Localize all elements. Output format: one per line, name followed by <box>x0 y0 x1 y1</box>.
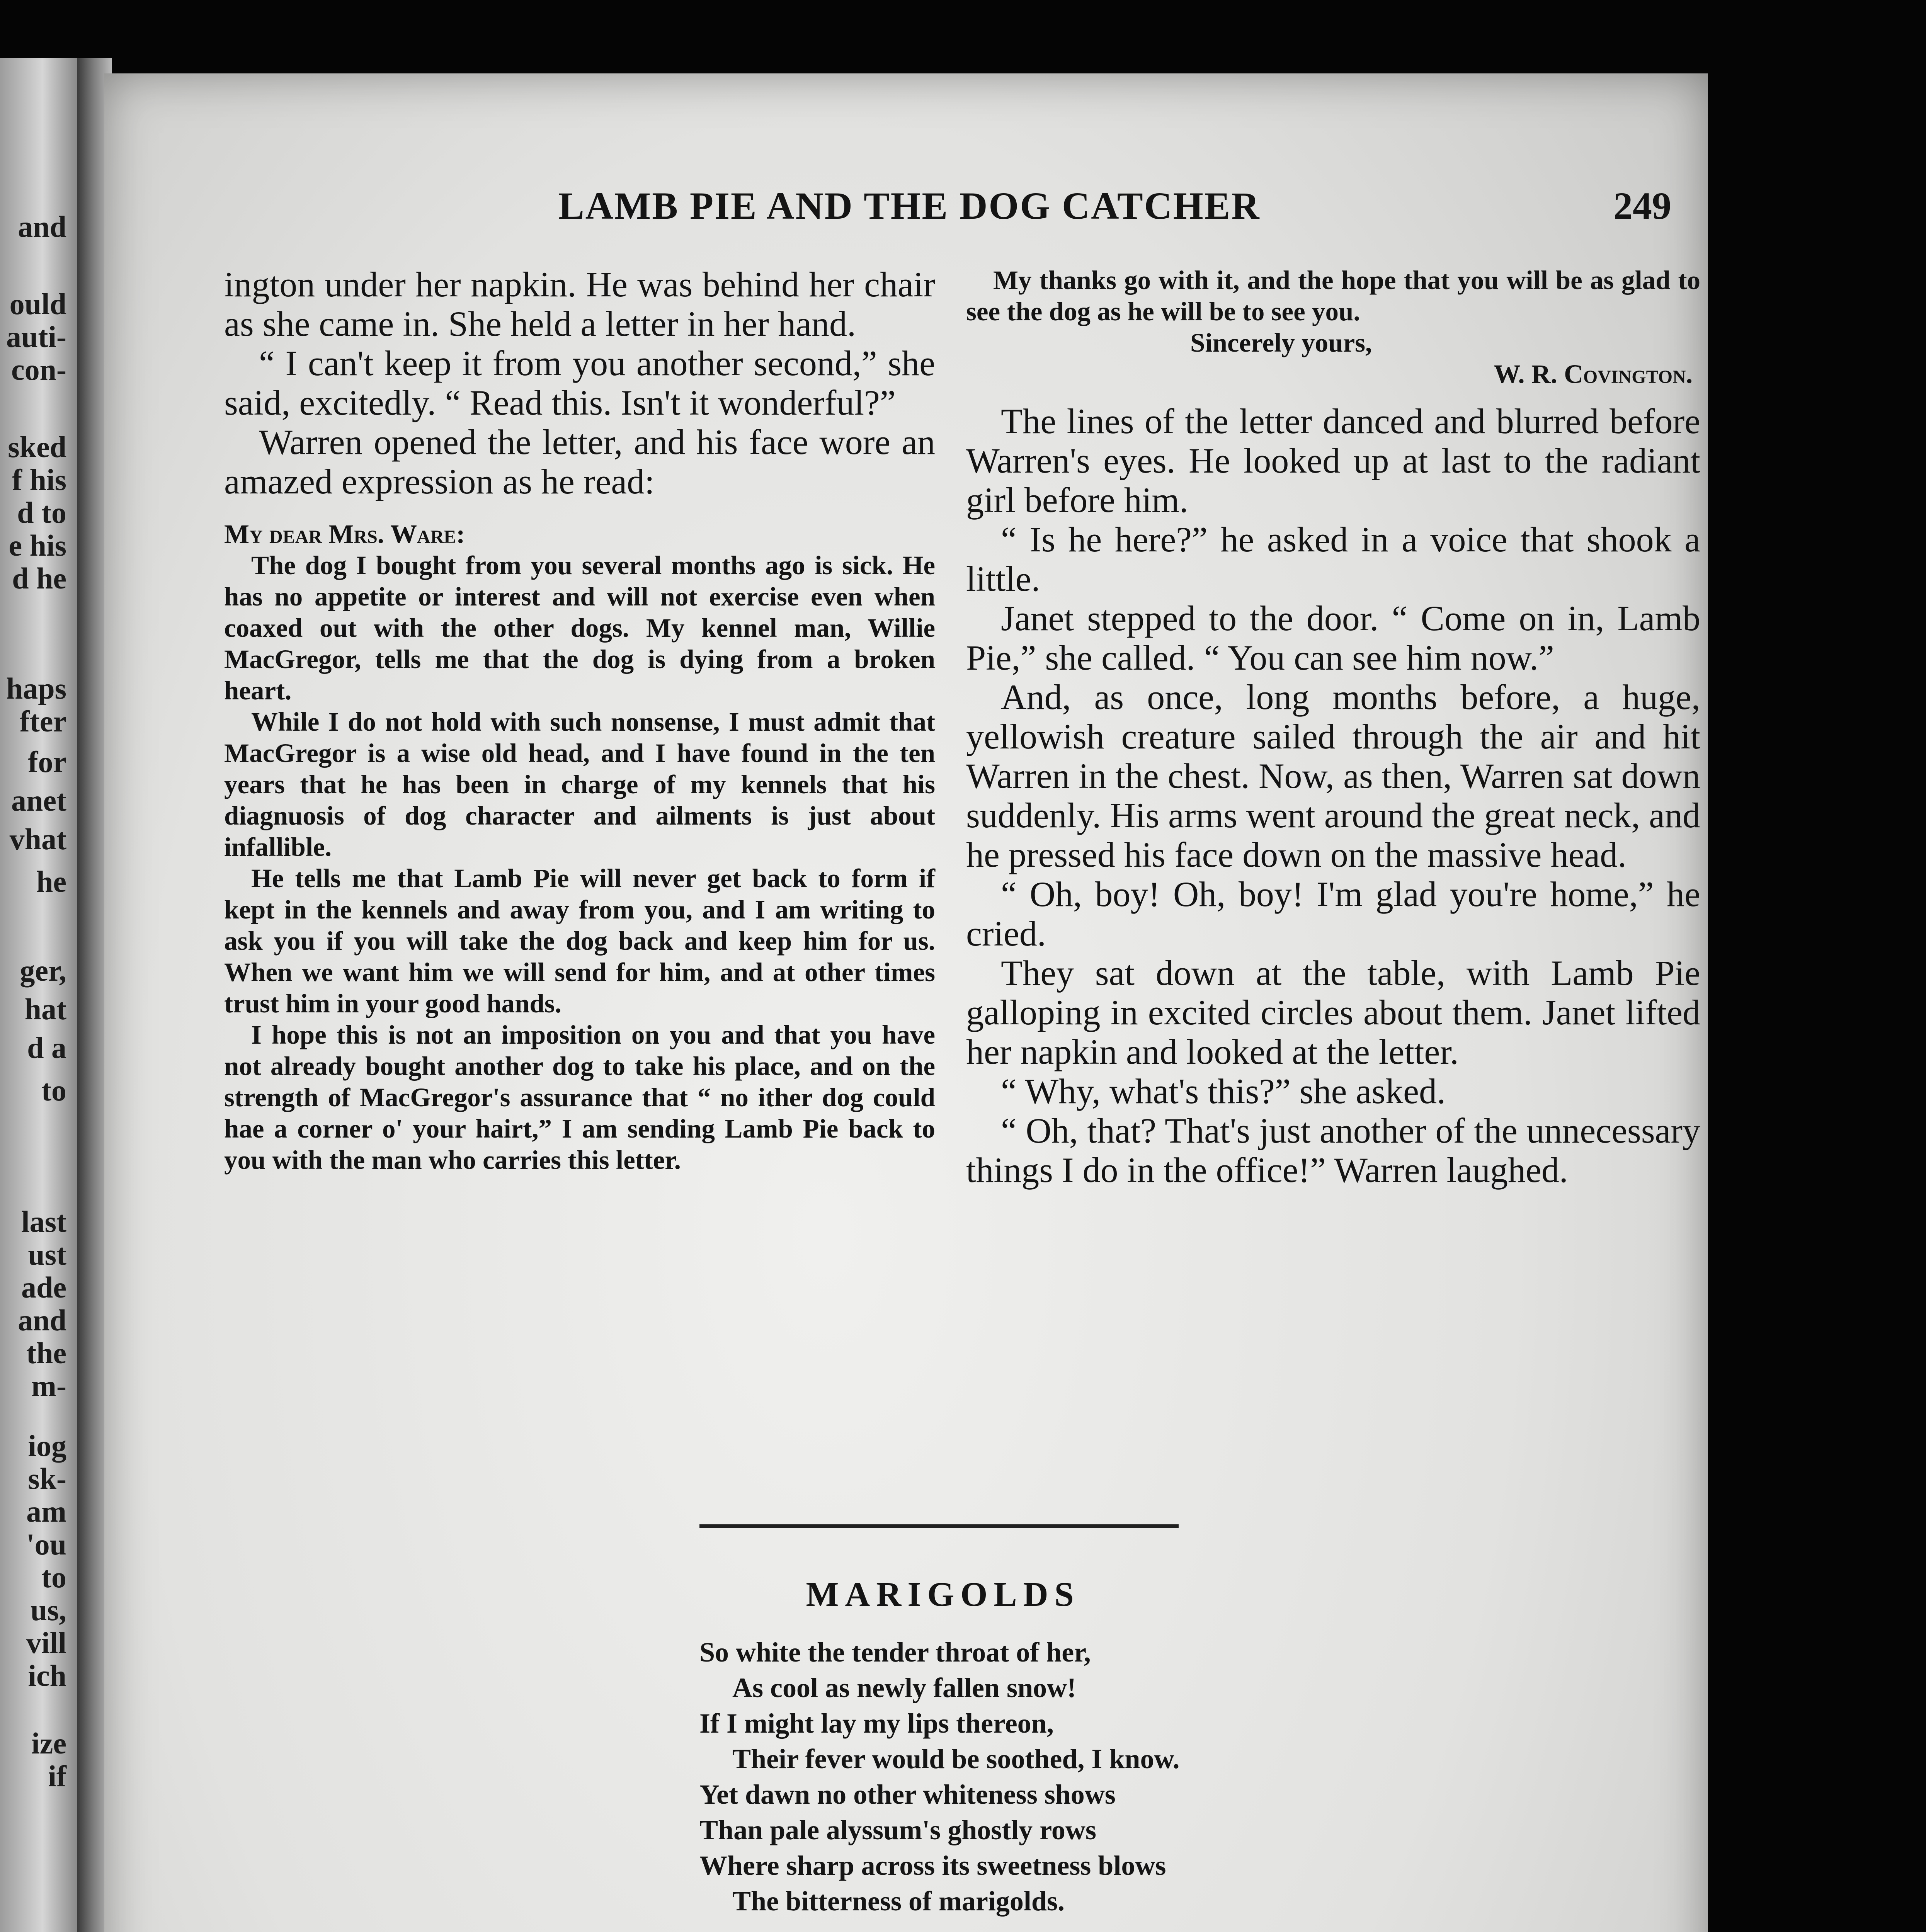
paragraph: “ Oh, boy! Oh, boy! I'm glad you're home,” he cried. <box>966 874 1700 953</box>
letter-signature: W. R. Covington. <box>1494 359 1693 389</box>
paragraph: The lines of the letter danced and blurred before Warren's eyes. He looked up at last to the radiant girl before him. <box>966 401 1700 520</box>
previous-page-fragment: iog <box>28 1429 66 1463</box>
previous-page-fragment: ade <box>21 1270 66 1304</box>
previous-page-fragment: ger, <box>20 954 66 987</box>
previous-page-fragment: and <box>18 1303 66 1337</box>
previous-page-fragment: he <box>36 865 66 898</box>
previous-page-fragment: sked <box>8 430 66 464</box>
page-number: 249 <box>1613 184 1671 227</box>
paragraph: “ Oh, that? That's just another of the unnecessary things I do in the office!” Warren laughed. <box>966 1111 1700 1190</box>
previous-page-fragment: con- <box>11 353 66 386</box>
previous-page-fragment: if <box>48 1759 66 1793</box>
previous-page-fragment: f his <box>12 463 66 497</box>
poem-line: So white the tender throat of her, <box>699 1637 1091 1668</box>
paragraph: They sat down at the table, with Lamb Pie galloping in excited circles about them. Janet lifted her napkin and looked at the letter. <box>966 953 1700 1071</box>
paragraph: Janet stepped to the door. “ Come on in, Lamb Pie,” she called. “ You can see him now.” <box>966 599 1700 677</box>
previous-page-fragment: ould <box>9 287 66 321</box>
previous-page-fragment: and <box>18 210 66 243</box>
right-column <box>966 265 1700 1190</box>
previous-page-fragment: vhat <box>9 822 66 856</box>
previous-page-fragment: ust <box>28 1238 66 1271</box>
letter-paragraph: My thanks go with it, and the hope that you will be as glad to see the dog as he will be to see you. <box>966 265 1700 326</box>
section-divider <box>699 1524 1179 1528</box>
paragraph: “ I can't keep it from you another second,” she said, excitedly. “ Read this. Isn't it wonderful?” <box>224 344 935 422</box>
poem-line: If I might lay my lips thereon, <box>699 1708 1054 1739</box>
poem-title: MARIGOLDS <box>806 1575 1080 1614</box>
previous-page-fragment: haps <box>6 672 66 705</box>
letter-paragraph: While I do not hold with such nonsense, I must admit that MacGregor is a wise old head, and I have found in the ten years that he has been in charge of my kennels that his diagnuosis of dog character and ailments is just about infallible. <box>224 707 935 862</box>
poem-line: Where sharp across its sweetness blows <box>699 1850 1166 1881</box>
previous-page-fragment: fter <box>19 704 66 738</box>
previous-page-fragment: e his <box>9 529 66 562</box>
previous-page-fragment: the <box>26 1336 66 1370</box>
previous-page-fragment: last <box>21 1205 66 1238</box>
letter-closing: Sincerely yours, <box>1190 328 1372 357</box>
running-title: LAMB PIE AND THE DOG CATCHER <box>558 184 1261 227</box>
previous-page-fragment: d a <box>27 1031 66 1065</box>
paragraph: And, as once, long months before, a huge, yellowish creature sailed through the air and hit Warren in the chest. Now, as then, Warren sat down suddenly. His arms went around the great neck, and he pressed his face down on the massive head. <box>966 677 1700 874</box>
previous-page-fragment: ich <box>28 1659 66 1692</box>
letter-paragraph: He tells me that Lamb Pie will never get back to form if kept in the kennels and away from you, and I am writing to ask you if you will take the dog back and keep him for us. When we want him we will send for him, and at other times trust him in your good hands. <box>224 864 935 1018</box>
paragraph: “ Why, what's this?” she asked. <box>1001 1071 1446 1111</box>
previous-page-fragment: auti- <box>6 320 66 354</box>
previous-page-fragment: vill <box>26 1626 66 1660</box>
previous-page-fragment: 'ou <box>26 1527 66 1561</box>
paragraph: ington under her napkin. He was behind her chair as she came in. She held a letter in her hand. <box>224 265 935 344</box>
previous-page-fragment: us, <box>30 1593 66 1627</box>
poem-line: As cool as newly fallen snow! <box>732 1672 1077 1703</box>
paragraph: “ Is he here?” he asked in a voice that shook a little. <box>966 520 1700 599</box>
previous-page-fragment: to <box>41 1560 66 1594</box>
poem-body <box>699 1634 1511 1932</box>
previous-page-edge <box>0 58 77 1932</box>
letter-salutation: My dear Mrs. Ware: <box>224 519 465 549</box>
poem-line: The bitterness of marigolds. <box>732 1886 1065 1917</box>
previous-page-fragment: m- <box>31 1369 66 1403</box>
previous-page-fragment: am <box>26 1495 66 1528</box>
previous-page-fragment: ize <box>31 1726 66 1760</box>
previous-page-fragment: anet <box>11 784 66 817</box>
previous-page-fragment: d to <box>17 496 66 529</box>
paragraph: Warren opened the letter, and his face wore an amazed expression as he read: <box>224 422 935 501</box>
previous-page-fragment: d he <box>12 561 66 595</box>
previous-page-fragment: to <box>41 1073 66 1107</box>
poem-line: Their fever would be soothed, I know. <box>732 1743 1180 1774</box>
letter-paragraph: The dog I bought from you several months ago is sick. He has no appetite or interest and will not exercise even when coaxed out with the other dogs. My kennel man, Willie MacGregor, tells me that the dog is dying from a broken heart. <box>224 551 935 705</box>
poem-line: Than pale alyssum's ghostly rows <box>699 1815 1096 1845</box>
letter-body <box>224 550 935 1176</box>
poem-line: Yet dawn no other whiteness shows <box>699 1779 1116 1810</box>
left-column <box>224 265 935 1176</box>
previous-page-fragment: hat <box>24 992 66 1026</box>
letter-paragraph: I hope this is not an imposition on you and that you have not already bought another dog to take his place, and on the strength of MacGregor's assurance that “ no ither dog could hae a corner o' your hairt,” I am sending Lamb Pie back to you with the man who carries this letter. <box>224 1020 935 1175</box>
previous-page-fragment: sk- <box>28 1462 66 1495</box>
previous-page-fragment: for <box>28 745 66 779</box>
book-page <box>104 73 1708 1932</box>
